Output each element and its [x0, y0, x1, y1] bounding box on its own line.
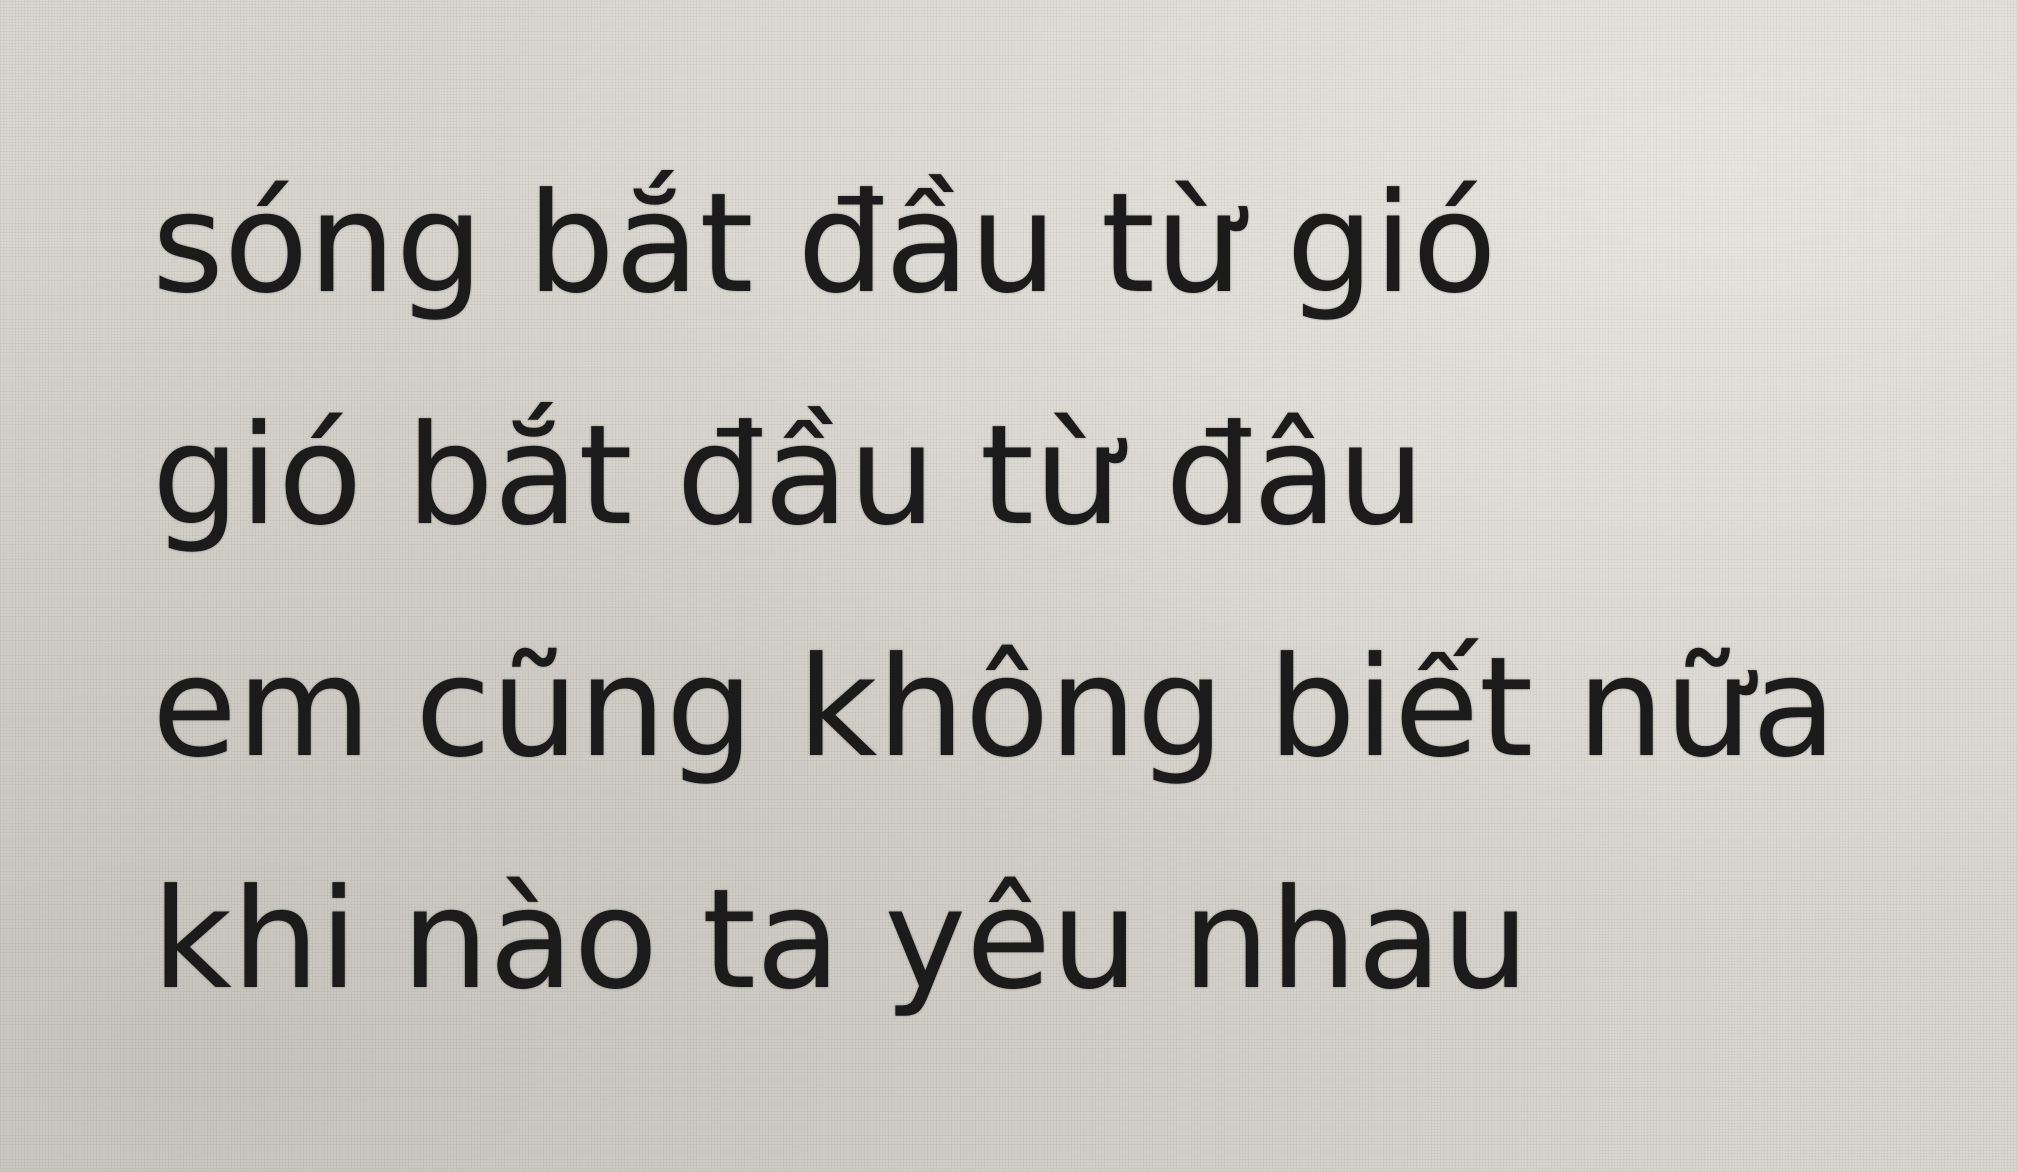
poem-line-3: em cũng không biết nữa: [152, 627, 1837, 788]
poem-line-2: gió bắt đầu từ đâu: [152, 395, 1425, 556]
poem-line-1: sóng bắt đầu từ gió: [152, 163, 1497, 324]
poem-line-4: khi nào ta yêu nhau: [152, 859, 1530, 1020]
poem-text-block: [152, 128, 1902, 1056]
